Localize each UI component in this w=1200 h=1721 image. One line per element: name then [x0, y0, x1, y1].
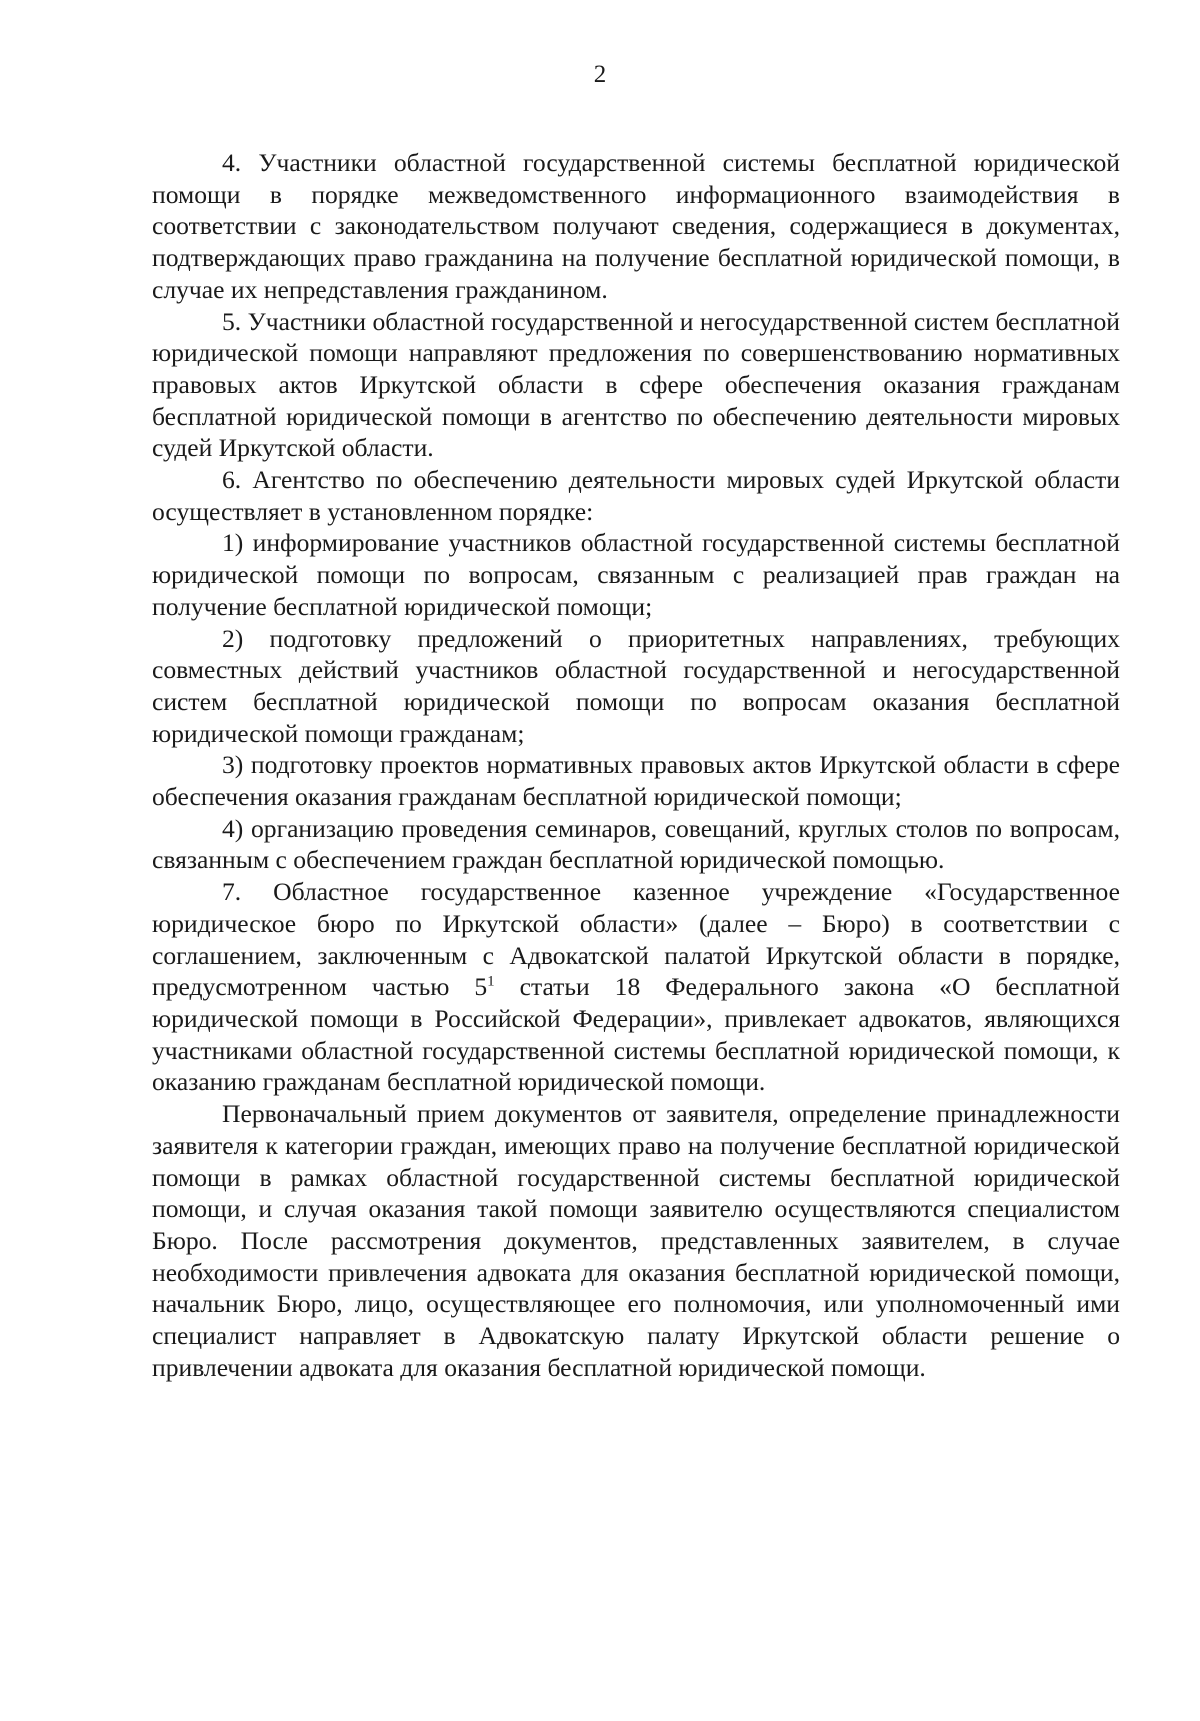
- superscript-marker: 1: [487, 973, 495, 990]
- list-item-2: 2) подготовку предложений о приоритетных направлениях, требующих совместных действий участников областной государственной и негосударственной систем бесплатной юридической помощи по вопросам оказания бесплатной юридической помощи гражданам;: [152, 623, 1120, 748]
- paragraph-4: 4. Участники областной государственной системы бесплатной юридической помощи в порядке межведомственного информационного взаимодействия в соответствии с законодательством получают сведения, содержащиеся в документах, подтверждающих право гражданина на получение бесплатной юридической помощи, в случае их непредставления гражданином.: [152, 148, 1120, 304]
- page-number: 2: [593, 61, 607, 88]
- list-item-1: 1) информирование участников областной государственной системы бесплатной юридической помощи по вопросам, связанным с реализацией прав граждан на получение бесплатной юридической помощи;: [152, 528, 1120, 621]
- paragraph-6: 6. Агентство по обеспечению деятельности мировых судей Иркутской области осуществляет в установленном порядке:: [152, 465, 1120, 526]
- paragraph-initial-reception: Первоначальный прием документов от заявителя, определение принадлежности заявителя к категории граждан, имеющих право на получение бесплатной юридической помощи в рамках областной государственной системы бесплатной юридической помощи, и случая оказания такой помощи заявителю осуществляются специалистом Бюро. После рассмотрения документов, представленных заявителем, в случае необходимости привлечения адвоката для оказания бесплатной юридической помощи, начальник Бюро, лицо, осуществляющее его полномочия, или уполномоченный ими специалист направляет в Адвокатскую палату Иркутской области решение о привлечении адвоката для оказания бесплатной юридической помощи.: [152, 1099, 1120, 1382]
- document-body: [152, 147, 1120, 1383]
- paragraph-7-text-after: статьи 18 Федерального закона «О бесплатной юридической помощи в Российской Федерации», привлекает адвокатов, являющихся участниками областной государственной системы бесплатной юридической помощи, к оказанию гражданам бесплатной юридической помощи.: [152, 972, 1120, 1097]
- list-item-3: 3) подготовку проектов нормативных правовых актов Иркутской области в сфере обеспечения оказания гражданам бесплатной юридической помощи;: [152, 750, 1120, 812]
- paragraph-5: 5. Участники областной государственной и негосударственной систем бесплатной юридической помощи направляют предложения по совершенствованию нормативных правовых актов Иркутской области в сфере обеспечения оказания гражданам бесплатной юридической помощи в агентство по обеспечению деятельности мировых судей Иркутской области.: [152, 306, 1120, 463]
- list-item-4: 4) организацию проведения семинаров, совещаний, круглых столов по вопросам, связанным с обеспечением граждан бесплатной юридической помощью.: [152, 813, 1120, 875]
- paragraph-7: [152, 876, 1120, 1098]
- paragraph-7-text-before: 7. Областное государственное казенное учреждение «Государственное юридическое бюро по Иркутской области» (далее – Бюро) в соответствии с соглашением, заключенным с Адвокатской палатой Иркутской области в порядке, предусмотренном частью 5: [152, 877, 1120, 1002]
